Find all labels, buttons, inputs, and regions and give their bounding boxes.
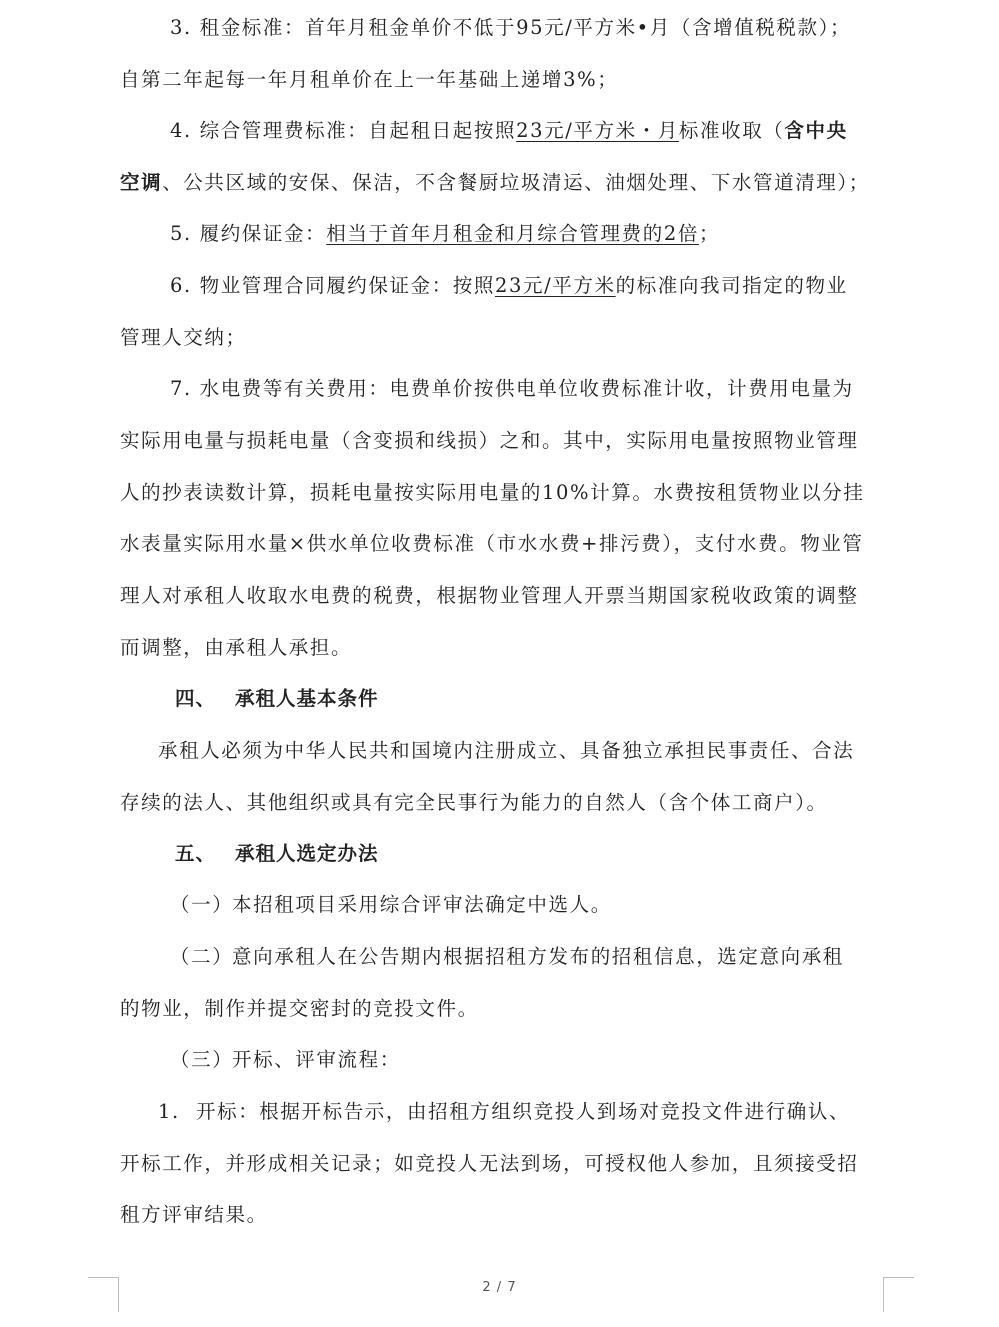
clause-7-line-2: [120, 427, 890, 455]
underlined-amount: 23元/平方米・月: [516, 119, 679, 142]
underlined-amount: 23元/平方米: [495, 274, 616, 297]
section-4-para-line-2: [120, 789, 890, 817]
text-segment: 6. 物业管理合同履约保证金：按照: [170, 274, 496, 297]
clause-7-utilities: [170, 375, 890, 403]
text-segment: 、公共区域的安保、保洁，不含餐厨垃圾清运、油烟处理、下水管道清理）；: [162, 171, 870, 194]
text-segment: 本招租项目采用综合评审法确定中选人。: [232, 893, 612, 916]
section-4-heading: [175, 685, 379, 713]
opening-step-1-line-2: [120, 1150, 890, 1178]
item-number: （三）: [170, 1048, 234, 1071]
section-5-item-2: [170, 943, 890, 971]
item-number: （一）: [170, 893, 234, 916]
text-segment: 水表量实际用水量×供水单位收费标准（市水水费+排污费），支付水费。物业管: [120, 532, 864, 555]
text-segment: 4. 综合管理费标准：自起租日起按照: [170, 119, 517, 142]
clause-5-deposit: [170, 220, 890, 248]
clause-3-rent-cont: [120, 66, 890, 94]
text-segment: ；: [698, 222, 721, 245]
item-number: （二）: [170, 945, 234, 968]
item-number: 1.: [158, 1100, 180, 1123]
text-segment: 人的抄表读数计算，损耗电量按实际用电量的10%计算。水费按租赁物业以分挂: [120, 481, 865, 504]
bold-text: 空调: [120, 171, 163, 194]
underlined-amount: 相当于首年月租金和月综合管理费的2倍: [326, 222, 699, 245]
opening-step-1-line-3: [120, 1201, 890, 1229]
text-segment: 开标、评审流程：: [232, 1048, 401, 1071]
page-number: 2 / 7: [482, 1280, 517, 1295]
text-segment: 的物业，制作并提交密封的竞投文件。: [120, 997, 479, 1020]
section-number: 四、: [175, 687, 217, 710]
text-segment: 实际用电量与损耗电量（含变损和线损）之和。其中，实际用电量按照物业管理: [120, 429, 859, 452]
clause-7-line-3: [120, 479, 890, 507]
clause-7-line-6: [120, 634, 890, 662]
text-segment: 承租人必须为中华人民共和国境内注册成立、具备独立承担民事责任、合法: [158, 739, 855, 762]
text-segment: 而调整，由承租人承担。: [120, 636, 353, 659]
text-segment: 自第二年起每一年月租单价在上一年基础上递增3%；: [120, 68, 619, 91]
section-title: 承租人基本条件: [235, 687, 379, 710]
section-5-item-2-cont: [120, 995, 890, 1023]
text-segment: 开标：根据开标告示，由招租方组织竞投人到场对竞投文件进行确认、: [196, 1100, 851, 1123]
section-5-item-3: [170, 1046, 890, 1074]
section-5-heading: [175, 840, 379, 868]
opening-step-1: [158, 1098, 890, 1126]
clause-4-management-fee-cont: [120, 169, 890, 197]
section-number: 五、: [175, 842, 217, 865]
bold-text: 含中央: [784, 119, 848, 142]
text-segment: 标准收取（: [678, 119, 785, 142]
section-title: 承租人选定办法: [235, 842, 379, 865]
text-segment: 管理人交纳；: [120, 326, 247, 349]
clause-6-property-deposit: [170, 272, 890, 300]
clause-7-line-4: [120, 530, 890, 558]
text-segment: 意向承租人在公告期内根据招租方发布的招租信息，选定意向承租: [232, 945, 844, 968]
text-segment: 3. 租金标准：首年月租金单价不低于95元/平方米•月（含增值税税款）；: [170, 16, 852, 39]
section-4-para-line-1: [158, 737, 890, 765]
text-segment: 7. 水电费等有关费用：电费单价按供电单位收费标准计收，计费用电量为: [170, 377, 854, 400]
text-segment: 的标准向我司指定的物业: [615, 274, 848, 297]
text-segment: 理人对承租人收取水电费的税费，根据物业管理人开票当期国家税收政策的调整: [120, 584, 859, 607]
clause-3-rent: [170, 14, 890, 42]
text-segment: 5. 履约保证金：: [170, 222, 327, 245]
clause-4-management-fee: [170, 117, 890, 145]
text-segment: 开标工作，并形成相关记录；如竞投人无法到场，可授权他人参加，且须接受招: [120, 1152, 859, 1175]
clause-6-property-deposit-cont: [120, 324, 890, 352]
clause-7-line-5: [120, 582, 890, 610]
text-segment: 存续的法人、其他组织或具有完全民事行为能力的自然人（含个体工商户）。: [120, 791, 828, 814]
section-5-item-1: [170, 891, 890, 919]
text-segment: 租方评审结果。: [120, 1203, 268, 1226]
